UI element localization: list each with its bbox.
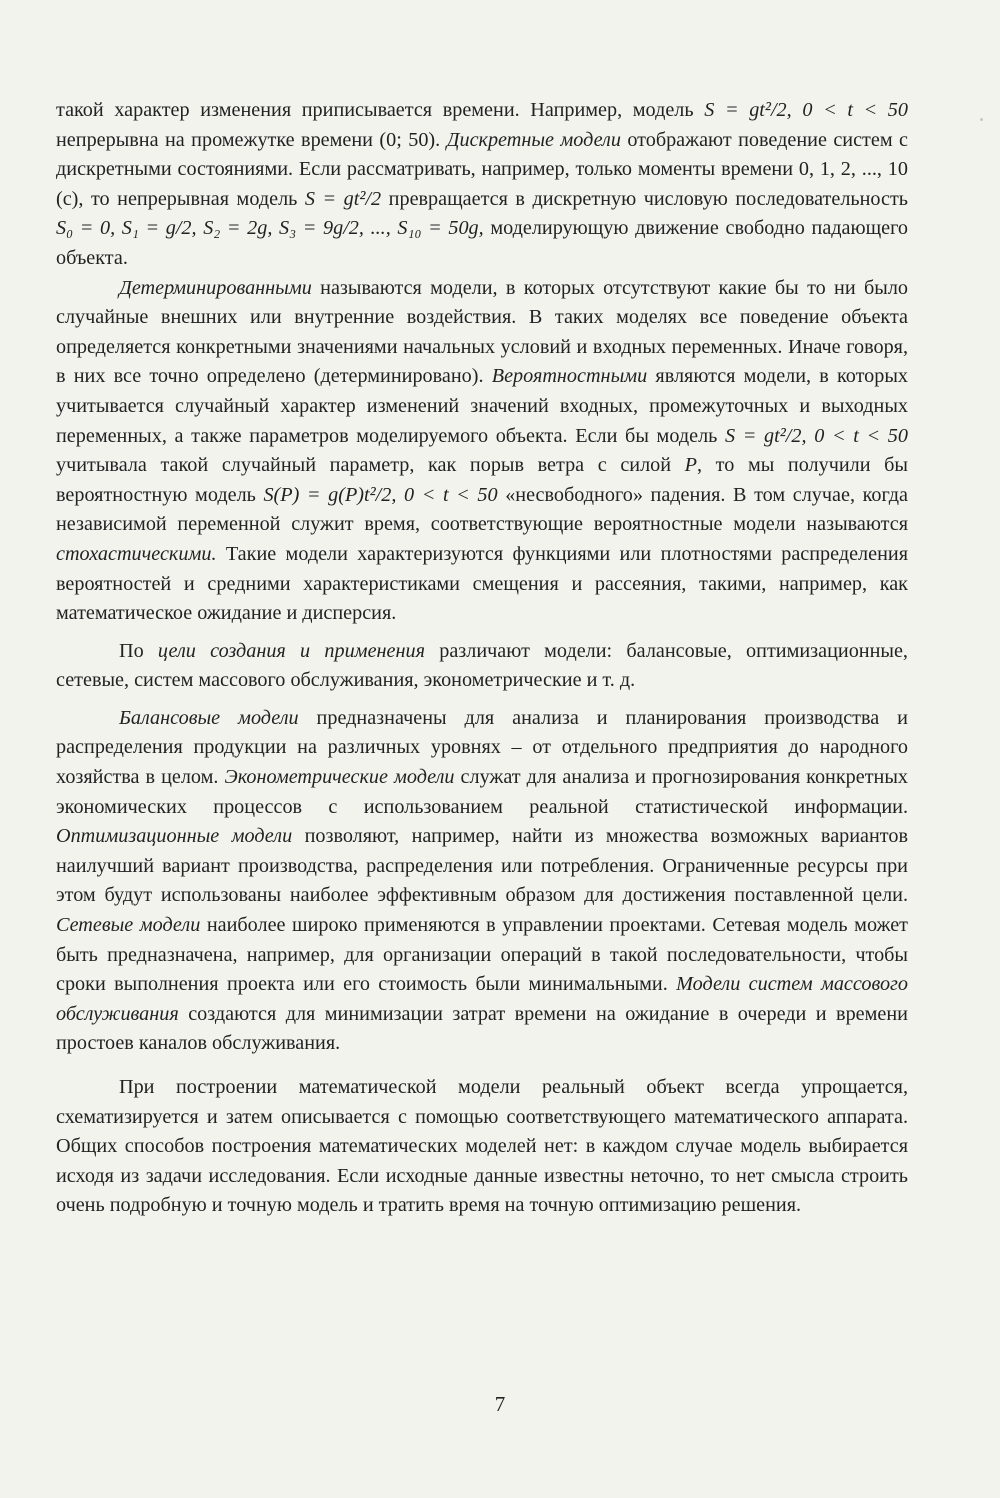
text-run: учитывала такой случайный параметр, как порыв ветра с силой (56, 454, 685, 477)
text-run: различают модели: балансовые, оптимизационные, сетевые, систем массового обслуживания, эконометрические и т. д. (56, 639, 908, 692)
term-stochastic: стохастическими. (56, 542, 217, 565)
formula-free-fall-range: S = gt²/2, 0 < t < 50 (725, 424, 908, 447)
text-run: моделирующую движение свободно падающего объекта. (56, 217, 908, 269)
text-run: наиболее широко применяются в управлении проектами. Сетевая модель может быть предназначена, например, для организации операций в такой последовательности, чтобы сроки выполнения проекта или его стоимость были минимальными. (56, 914, 908, 996)
formula-probabilistic-model: S(P) = g(P)t²/2, (263, 483, 397, 506)
text-run: отображают поведение систем с дискретными состояниями. Если рассматривать, например, только моменты времени 0, 1, 2, ..., 10 (с), то непрерывная модель (56, 128, 908, 210)
formula-time-range: 0 < t < 50 (404, 483, 498, 506)
term-purpose: цели создания и применения (157, 639, 425, 662)
text-run: По (119, 639, 158, 662)
term-deterministic: Детерминированными (119, 276, 312, 299)
text-run: называются модели, в которых отсутствуют какие бы то ни было случайные внешних или внутренние воздействия. В таких моделях все поведение объекта определяется конкретными значениями начальных условий и входных переменных. Иначе говоря, в них все точно определено (детерминировано). (56, 276, 908, 388)
term-queueing-models: Модели систем массового обслуживания (56, 973, 909, 1025)
text-run: превращается в дискретную числовую последовательность (381, 187, 908, 210)
term-discrete-models: Дискретные модели (446, 128, 621, 151)
text-run: такой характер изменения приписывается времени. Например, модель (56, 99, 705, 121)
page-body (56, 96, 908, 1221)
text-run: предназначены для анализа и планирования производства и распределения продукции на различных уровнях – от отдельного предприятия до народного хозяйства в целом. (56, 706, 908, 789)
formula-discrete-sequence: S₀ = 0, S₁ = g/2, S₂ = 2g, S₃ = 9g/2, ..., S₁₀ = 50g, (56, 217, 484, 240)
paragraph-model-types (56, 704, 908, 1059)
term-optimization-models: Оптимизационные модели (56, 825, 293, 848)
term-balance-models: Балансовые модели (119, 706, 299, 729)
text-run: служат для анализа и прогнозирования конкретных экономических процессов с использованием реальной статистической информации. (56, 766, 909, 818)
paragraph-continuous-discrete (56, 96, 908, 274)
text-run: являются модели, в которых учитывается случайный характер изменений значений входных, промежуточных и выходных переменных, а также параметров моделируемого объекта. Если бы модель (56, 365, 908, 447)
paragraph-purpose (56, 637, 908, 696)
text-run: позволяют, например, найти из множества возможных вариантов наилучший вариант производства, распределения или потребления. Ограниченные ресурсы при этом будут использованы наиболее эффективным образом для достижения поставленной цели. (56, 825, 908, 907)
text-run: «несвободного» падения. В том случае, когда независимой переменной служит время, соответствующие вероятностные модели называются (56, 483, 908, 536)
paper-speck (980, 118, 983, 121)
term-probabilistic: Вероятностными (491, 365, 648, 388)
formula-time-range: 0 < t < 50 (802, 99, 908, 121)
text-run: создаются для минимизации затрат времени на ожидание в очереди и времени простоев каналов обслуживания. (56, 1002, 908, 1055)
formula-free-fall: S = gt²/2 (304, 187, 382, 210)
formula-free-fall: S = gt²/2, (704, 99, 792, 121)
text-run: Такие модели характеризуются функциями или плотностями распределения вероятностей и средними характеристиками смещения и рассеяния, такими, например, как математическое ожидание и дисперсия. (56, 542, 908, 625)
term-network-models: Сетевые модели (56, 914, 201, 937)
text-run: , то мы получили бы вероятностную модель (56, 454, 908, 506)
page-number: 7 (494, 1392, 506, 1416)
paragraph-model-building (56, 1073, 908, 1221)
text-run: При построении математической модели реальный объект всегда упрощается, схематизируется и затем описывается с помощью соответствующего математического аппарата. Общих способов построения математических моделей нет: в каждом случае модель выбирается исходя из задачи исследования. Если исходные данные известны неточно, то нет смысла строить очень подробную и точную модель и тратить время на точную оптимизацию решения. (56, 1076, 908, 1217)
variable-p: P (684, 454, 698, 477)
paragraph-deterministic-probabilistic (56, 274, 908, 629)
text-run: непрерывна на промежутке времени (0; 50). (56, 128, 447, 151)
term-econometric-models: Эконометрические модели (224, 766, 455, 789)
